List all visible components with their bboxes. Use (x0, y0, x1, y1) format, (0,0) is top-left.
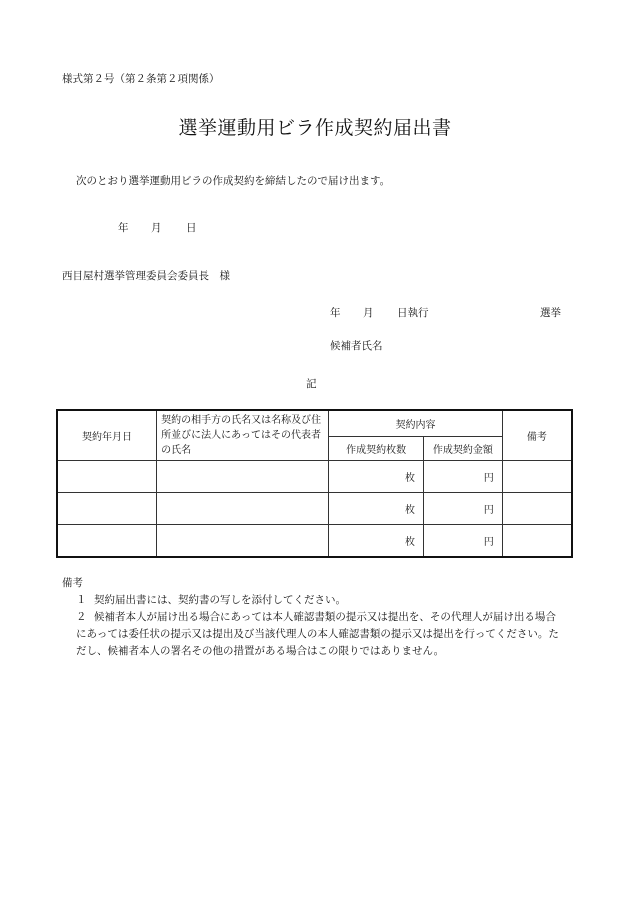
date-month-label: 月 (151, 222, 162, 234)
cell-count[interactable] (329, 525, 424, 557)
cell-remarks[interactable] (502, 525, 572, 557)
cell-remarks[interactable] (502, 493, 572, 525)
count-unit: 枚 (405, 473, 415, 484)
contract-table (56, 409, 573, 558)
date-year-label: 年 (118, 222, 129, 234)
cell-party[interactable] (157, 493, 329, 525)
cell-contract-date[interactable] (57, 461, 157, 493)
amount-unit: 円 (483, 536, 494, 548)
header-amount: 作成契約金額 (424, 436, 503, 460)
header-party: 契約の相手方の氏名又は名称及び住所並びに法人にあってはその代表者の氏名 (157, 410, 329, 461)
exec-day-label: 日執行 (397, 307, 429, 319)
count-unit: 枚 (405, 536, 415, 548)
header-contract-date: 契約年月日 (57, 410, 157, 461)
cell-party[interactable] (157, 525, 329, 557)
cell-party[interactable] (157, 461, 329, 493)
cell-contract-date[interactable] (57, 525, 157, 557)
table-row (57, 525, 572, 557)
form-id: 様式第２号（第２条第２項関係） (62, 73, 220, 85)
note-text: 候補者本人が届け出る場合にあっては本人確認書類の提示又は提出を、その代理人が届け出る場合にあっては委任状の提示又は提出及び当該代理人の本人確認書類の提示又は提出を行ってください。ただし、候補者本人の署名その他の措置がある場合はこの限りではありません。 (76, 611, 559, 657)
note-number: ２ (76, 611, 87, 623)
cell-amount[interactable] (424, 525, 503, 557)
addressee: 西目屋村選挙管理委員会委員長 様 (62, 270, 230, 282)
note-number: １ (76, 594, 87, 606)
cell-amount[interactable] (424, 461, 503, 493)
cell-count[interactable] (329, 461, 424, 493)
election-label: 選挙 (540, 307, 561, 319)
amount-unit: 円 (483, 473, 494, 484)
page-title: 選挙運動用ビラ作成契約届出書 (178, 117, 452, 139)
cell-remarks[interactable] (502, 461, 572, 493)
count-unit: 枚 (405, 505, 415, 516)
note-item (76, 592, 346, 609)
ki-label: 記 (306, 378, 317, 390)
table-row (57, 461, 572, 493)
date-day-label: 日 (186, 222, 197, 234)
note-item (76, 609, 566, 660)
header-remarks: 備考 (502, 410, 572, 461)
candidate-name-label: 候補者氏名 (330, 340, 383, 352)
note-text: 契約届出書には、契約書の写しを添付してください。 (94, 594, 346, 606)
header-count: 作成契約枚数 (329, 436, 424, 460)
exec-year-label: 年 (330, 307, 341, 319)
cell-amount[interactable] (424, 493, 503, 525)
cell-count[interactable] (329, 493, 424, 525)
intro-text: 次のとおり選挙運動用ビラの作成契約を締結したので届け出ます。 (76, 175, 391, 187)
exec-month-label: 月 (363, 307, 374, 319)
header-contract-details: 契約内容 (329, 410, 502, 436)
amount-unit: 円 (483, 505, 494, 516)
notes-heading: 備考 (62, 577, 83, 589)
table-row (57, 493, 572, 525)
cell-contract-date[interactable] (57, 493, 157, 525)
